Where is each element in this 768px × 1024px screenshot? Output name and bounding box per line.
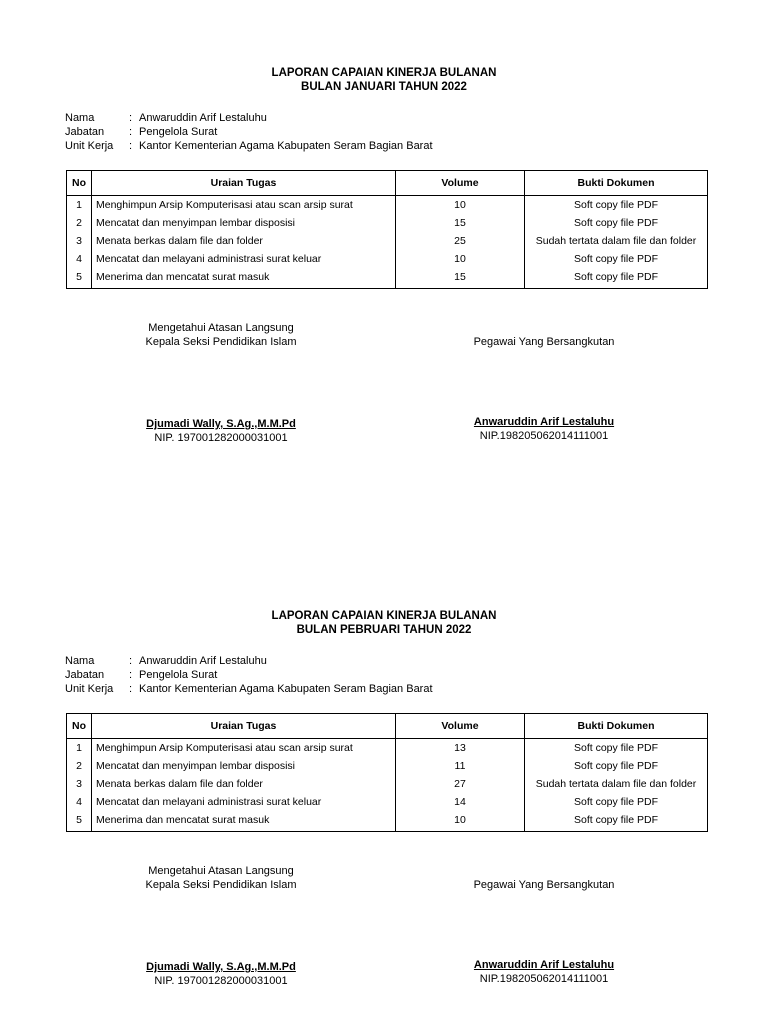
signer-name: Djumadi Wally, S.Ag.,M.M.Pd <box>146 961 296 973</box>
info-row-unit-kerja: Unit Kerja : Kantor Kementerian Agama Kabupaten Seram Bagian Barat <box>65 140 433 152</box>
sign-caption: Pegawai Yang Bersangkutan <box>473 336 615 348</box>
table-row <box>67 811 708 832</box>
info-label: Unit Kerja <box>65 140 114 152</box>
info-value: Kantor Kementerian Agama Kabupaten Seram Bagian Barat <box>139 683 433 695</box>
table-row <box>67 232 708 250</box>
cell-evidence: Soft copy file PDF <box>525 739 708 758</box>
cell-no: 3 <box>67 775 92 793</box>
cell-volume: 14 <box>396 793 525 811</box>
cell-task: Menata berkas dalam file dan folder <box>92 232 396 250</box>
signature-employee <box>444 335 644 349</box>
info-label: Unit Kerja <box>65 683 114 695</box>
employee-info <box>65 111 433 153</box>
table-row <box>67 739 708 758</box>
info-value: Pengelola Surat <box>139 669 218 681</box>
sign-caption: Mengetahui Atasan Langsung <box>148 865 294 877</box>
cell-volume: 10 <box>396 811 525 832</box>
cell-volume: 27 <box>396 775 525 793</box>
column-header: Bukti Dokumen <box>525 714 708 739</box>
cell-volume: 10 <box>396 196 525 215</box>
cell-no: 1 <box>67 196 92 215</box>
report-period: BULAN PEBRUARI TAHUN 2022 <box>296 624 472 636</box>
signature-supervisor <box>120 321 322 349</box>
cell-no: 5 <box>67 268 92 289</box>
table-row <box>67 214 708 232</box>
signature-employee <box>444 878 644 892</box>
cell-no: 3 <box>67 232 92 250</box>
column-header: Uraian Tugas <box>92 714 396 739</box>
cell-volume: 13 <box>396 739 525 758</box>
cell-volume: 25 <box>396 232 525 250</box>
cell-evidence: Sudah tertata dalam file dan folder <box>525 775 708 793</box>
cell-volume: 15 <box>396 214 525 232</box>
cell-evidence: Sudah tertata dalam file dan folder <box>525 232 708 250</box>
cell-task: Menghimpun Arsip Komputerisasi atau scan arsip surat <box>92 739 396 758</box>
sign-caption: Mengetahui Atasan Langsung <box>148 322 294 334</box>
sign-position: Kepala Seksi Pendidikan Islam <box>145 336 297 348</box>
info-label: Jabatan <box>65 669 105 681</box>
info-value: Pengelola Surat <box>139 126 218 138</box>
signer-name: Anwaruddin Arif Lestaluhu <box>473 416 615 428</box>
cell-no: 5 <box>67 811 92 832</box>
table-row <box>67 250 708 268</box>
cell-no: 2 <box>67 757 92 775</box>
cell-evidence: Soft copy file PDF <box>525 757 708 775</box>
cell-task: Menerima dan mencatat surat masuk <box>92 268 396 289</box>
signature-supervisor-name-block <box>120 960 322 988</box>
cell-evidence: Soft copy file PDF <box>525 268 708 289</box>
cell-no: 4 <box>67 250 92 268</box>
info-row-nama: Nama : Anwaruddin Arif Lestaluhu <box>65 655 267 667</box>
cell-task: Mencatat dan menyimpan lembar disposisi <box>92 757 396 775</box>
signature-employee-name-block <box>444 415 644 443</box>
table-header-row <box>67 171 708 196</box>
task-table <box>66 170 708 289</box>
info-row-jabatan: Jabatan : Pengelola Surat <box>65 669 218 681</box>
column-header: Volume <box>396 714 525 739</box>
info-label: Nama <box>65 112 95 124</box>
cell-no: 2 <box>67 214 92 232</box>
info-row-jabatan: Jabatan : Pengelola Surat <box>65 126 218 138</box>
cell-volume: 15 <box>396 268 525 289</box>
table-row <box>67 757 708 775</box>
info-label: Jabatan <box>65 126 105 138</box>
info-label: Nama <box>65 655 95 667</box>
signer-name: Djumadi Wally, S.Ag.,M.M.Pd <box>146 418 296 430</box>
cell-task: Menghimpun Arsip Komputerisasi atau scan arsip surat <box>92 196 396 215</box>
column-header: Volume <box>396 171 525 196</box>
table-header-row <box>67 714 708 739</box>
report-title: LAPORAN CAPAIAN KINERJA BULANAN <box>271 67 497 79</box>
cell-no: 1 <box>67 739 92 758</box>
sign-caption: Pegawai Yang Bersangkutan <box>473 879 615 891</box>
cell-task: Mencatat dan melayani administrasi surat keluar <box>92 250 396 268</box>
column-header: No <box>67 714 92 739</box>
info-value: Anwaruddin Arif Lestaluhu <box>139 112 267 124</box>
signer-nip: NIP.198205062014111001 <box>479 430 609 442</box>
employee-info <box>65 654 433 696</box>
column-header: Uraian Tugas <box>92 171 396 196</box>
cell-evidence: Soft copy file PDF <box>525 250 708 268</box>
sign-position: Kepala Seksi Pendidikan Islam <box>145 879 297 891</box>
signer-name: Anwaruddin Arif Lestaluhu <box>473 959 615 971</box>
signature-supervisor <box>120 864 322 892</box>
cell-evidence: Soft copy file PDF <box>525 196 708 215</box>
report-period: BULAN JANUARI TAHUN 2022 <box>301 81 467 93</box>
table-row <box>67 196 708 215</box>
cell-volume: 11 <box>396 757 525 775</box>
info-row-nama: Nama : Anwaruddin Arif Lestaluhu <box>65 112 267 124</box>
column-header: Bukti Dokumen <box>525 171 708 196</box>
cell-task: Menata berkas dalam file dan folder <box>92 775 396 793</box>
signer-nip: NIP. 197001282000031001 <box>154 432 288 444</box>
cell-evidence: Soft copy file PDF <box>525 214 708 232</box>
info-value: Kantor Kementerian Agama Kabupaten Seram Bagian Barat <box>139 140 433 152</box>
cell-evidence: Soft copy file PDF <box>525 793 708 811</box>
cell-task: Mencatat dan melayani administrasi surat keluar <box>92 793 396 811</box>
cell-task: Menerima dan mencatat surat masuk <box>92 811 396 832</box>
report-january <box>0 66 768 466</box>
signature-employee-name-block <box>444 958 644 986</box>
cell-no: 4 <box>67 793 92 811</box>
task-table <box>66 713 708 832</box>
column-header: No <box>67 171 92 196</box>
report-title: LAPORAN CAPAIAN KINERJA BULANAN <box>271 610 497 622</box>
cell-evidence: Soft copy file PDF <box>525 811 708 832</box>
report-february <box>0 609 768 1009</box>
info-row-unit-kerja: Unit Kerja : Kantor Kementerian Agama Kabupaten Seram Bagian Barat <box>65 683 433 695</box>
info-value: Anwaruddin Arif Lestaluhu <box>139 655 267 667</box>
table-row <box>67 793 708 811</box>
table-row <box>67 775 708 793</box>
signature-supervisor-name-block <box>120 417 322 445</box>
table-row <box>67 268 708 289</box>
signer-nip: NIP. 197001282000031001 <box>154 975 288 987</box>
signer-nip: NIP.198205062014111001 <box>479 973 609 985</box>
cell-volume: 10 <box>396 250 525 268</box>
cell-task: Mencatat dan menyimpan lembar disposisi <box>92 214 396 232</box>
